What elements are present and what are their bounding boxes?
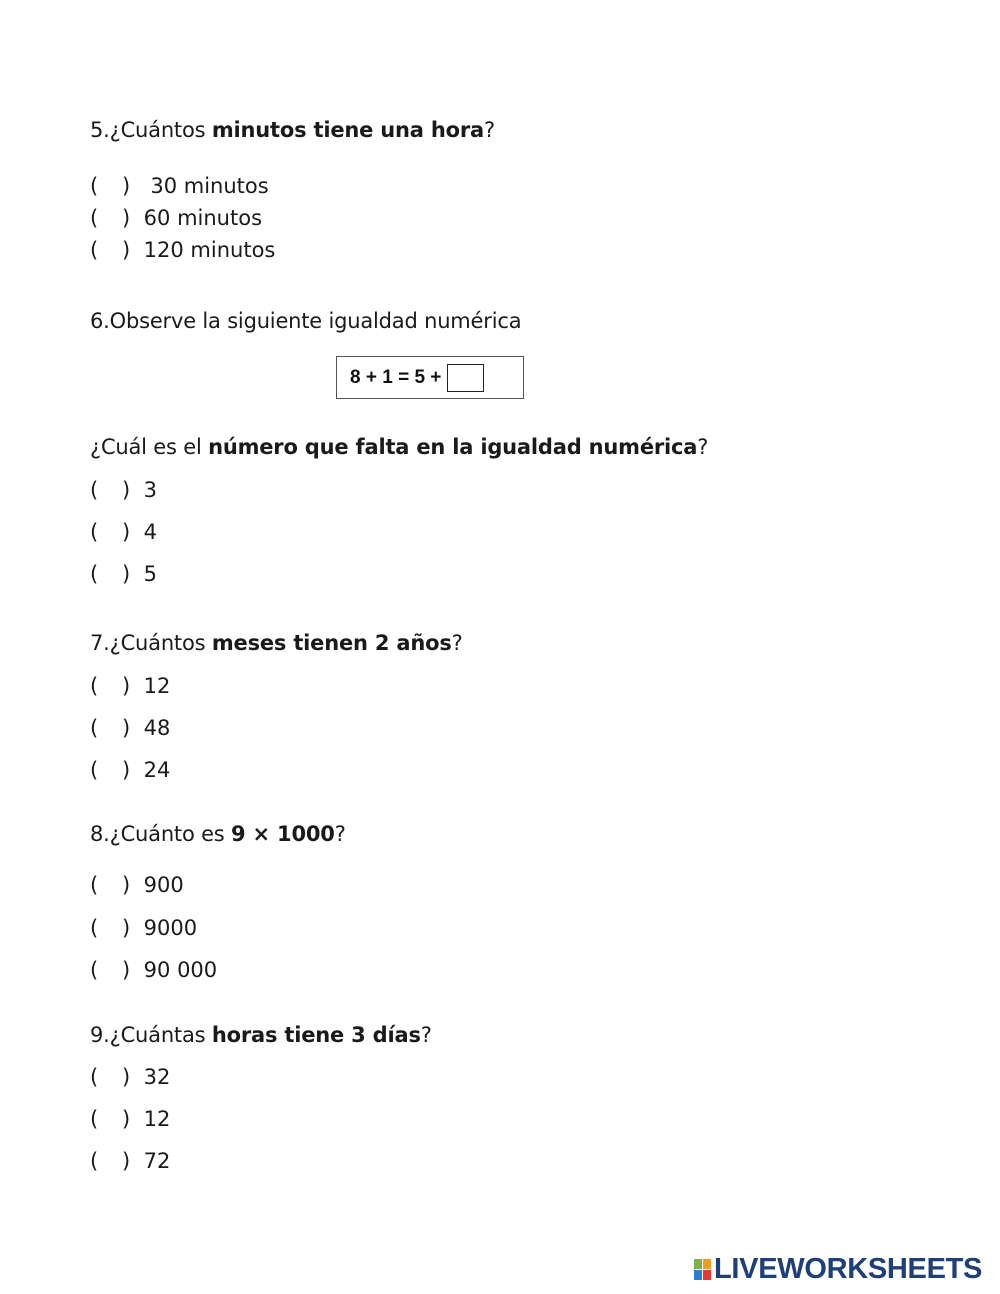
q8-option-2[interactable]: ( ) 9000 [90, 916, 198, 940]
q7-option-1-text: 12 [137, 674, 171, 698]
q6-option-3-text: 5 [137, 562, 158, 586]
q6-bold: número que falta en la igualdad numérica [208, 435, 698, 459]
q7-bold: meses tienen 2 años [211, 631, 452, 655]
q7-option-3[interactable]: ( ) 24 [90, 758, 171, 782]
liveworksheets-logo [693, 1254, 982, 1284]
q9-suffix: ? [420, 1023, 432, 1047]
q5-bold: minutos tiene una hora [211, 118, 484, 142]
question-7 [90, 631, 463, 655]
brand-name: LIVEWORKSHEETS [714, 1252, 983, 1285]
q9-bold: horas tiene 3 días [211, 1023, 421, 1047]
q8-bold: 9 × 1000 [231, 822, 335, 846]
q8-option-3[interactable]: ( ) 90 000 [90, 958, 218, 982]
q7-prefix: 7.¿Cuántos [90, 631, 212, 655]
q6-title: 6.Observe la siguiente igualdad numérica [90, 309, 522, 333]
q8-option-3-text: 90 000 [137, 958, 218, 982]
q5-option-3-text: 120 minutos [137, 238, 276, 262]
question-5 [90, 118, 495, 142]
q7-option-2[interactable]: ( ) 48 [90, 716, 171, 740]
question-8 [90, 822, 346, 846]
q6-option-2[interactable]: ( ) 4 [90, 520, 158, 544]
q9-prefix: 9.¿Cuántas [90, 1023, 212, 1047]
equation-text: 8 + 1 = 5 + [350, 367, 442, 388]
q6-option-3[interactable]: ( ) 5 [90, 562, 158, 586]
q7-option-1[interactable]: ( ) 12 [90, 674, 171, 698]
q8-prefix: 8.¿Cuánto es [90, 822, 232, 846]
question-9 [90, 1023, 432, 1047]
question-6 [90, 435, 708, 459]
liveworksheets-logo-icon [693, 1258, 711, 1280]
q8-option-1[interactable]: ( ) 900 [90, 873, 184, 897]
q7-suffix: ? [451, 631, 463, 655]
q9-option-1-text: 32 [137, 1065, 171, 1089]
q5-option-3[interactable]: ( ) 120 minutos [90, 238, 276, 262]
q5-option-2-text: 60 minutos [137, 206, 263, 230]
q5-option-2[interactable]: ( ) 60 minutos [90, 206, 263, 230]
q9-option-2[interactable]: ( ) 12 [90, 1107, 171, 1131]
q8-suffix: ? [334, 822, 346, 846]
q9-option-2-text: 12 [137, 1107, 171, 1131]
q5-option-1[interactable]: ( ) 30 minutos [90, 174, 269, 198]
equation-blank[interactable] [447, 364, 484, 392]
q5-prefix: 5.¿Cuántos [90, 118, 212, 142]
q6-option-2-text: 4 [137, 520, 158, 544]
q7-option-3-text: 24 [137, 758, 171, 782]
q6-suffix: ? [697, 435, 709, 459]
q6-prefix: ¿Cuál es el [90, 435, 209, 459]
equation-box [336, 356, 524, 399]
q8-option-1-text: 900 [137, 873, 184, 897]
q7-option-2-text: 48 [137, 716, 171, 740]
q6-option-1-text: 3 [137, 478, 158, 502]
q5-option-1-text: 30 minutos [137, 174, 269, 198]
q9-option-3[interactable]: ( ) 72 [90, 1149, 171, 1173]
q9-option-3-text: 72 [137, 1149, 171, 1173]
q6-option-1[interactable]: ( ) 3 [90, 478, 158, 502]
q5-suffix: ? [483, 118, 495, 142]
q9-option-1[interactable]: ( ) 32 [90, 1065, 171, 1089]
q8-option-2-text: 9000 [137, 916, 198, 940]
